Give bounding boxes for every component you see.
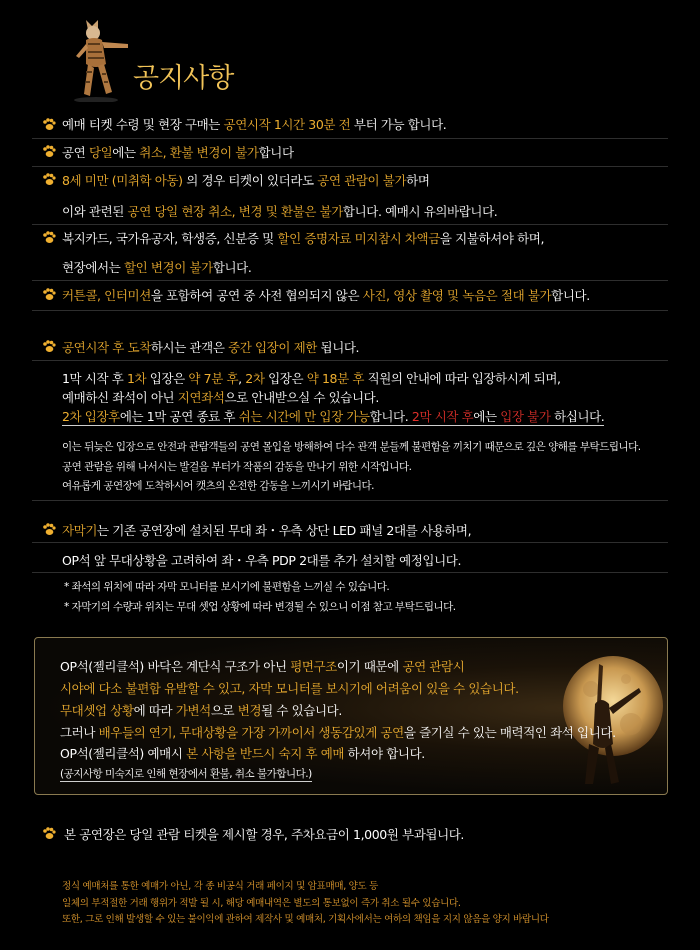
- text: 으로 안내받으실 수 있습니다.: [224, 390, 379, 405]
- warning: 입장 불가: [500, 409, 551, 424]
- footer-line-1: 정식 예매처를 통한 예매가 아닌, 각 종 비공식 거래 페이지 및 암표매매, 양도 등: [62, 881, 378, 892]
- text: 합니다.: [551, 288, 590, 303]
- text: 을 포함하여 공연 중 사전 협의되지 않은: [150, 288, 363, 303]
- notice-parking: 본 공연장은 당일 관람 티켓을 제시할 경우, 주차요금이 1,000원 부과됩니다.: [64, 827, 464, 842]
- text: 됩니다.: [316, 340, 360, 355]
- text: 공연: [62, 145, 89, 160]
- op-line-6: [60, 766, 312, 781]
- page-title: 공지사항: [133, 63, 234, 94]
- moon-performer-image: [551, 644, 667, 790]
- text: 하십니다.: [550, 409, 605, 424]
- highlight: 중간 입장이 제한: [228, 340, 317, 355]
- highlight: 변경: [237, 703, 262, 718]
- text: 1막 시작 후: [62, 371, 127, 386]
- text: 현장에서는: [62, 260, 124, 275]
- late-entry-note-2: 공연 관람을 위해 나서시는 발걸음 부터가 작품의 감동을 만나기 위한 시작입니다.: [62, 461, 412, 473]
- text: 합니다.: [369, 409, 412, 424]
- divider: [32, 360, 668, 361]
- text: 이와 관련된: [62, 204, 128, 219]
- highlight: 당일: [88, 145, 113, 160]
- divider: [32, 166, 668, 167]
- subtitle-note-2: * 자막기의 수량과 위치는 무대 셋업 상황에 따라 변경될 수 있으니 이점 참고 부탁드립니다.: [64, 601, 456, 613]
- paw-icon: [42, 118, 56, 131]
- notice-age-limit: [62, 171, 430, 189]
- divider: [32, 138, 668, 139]
- highlight: 할인 증명자료 미지참시 차액금: [277, 231, 440, 246]
- text: 에는: [473, 409, 501, 424]
- highlight: 공연 관람이 불가: [317, 173, 407, 188]
- subtitle-note-1: * 좌석의 위치에 따라 자막 모니터를 보시기에 불편함을 느끼실 수 있습니다.: [64, 581, 390, 593]
- late-entry-note-3: 여유롭게 공연장에 도착하시어 캣츠의 온전한 감동을 느끼시기 바랍니다.: [62, 480, 374, 492]
- text: 될 수 있습니다.: [261, 703, 342, 718]
- highlight: 2차: [245, 371, 265, 386]
- highlight: 2차 입장후: [62, 409, 120, 424]
- text: ,: [238, 371, 246, 386]
- divider: [32, 280, 668, 281]
- text: 는 기존 공연장에 설치된 무대 좌・우측 상단 LED 패널 2대를 사용하며,: [97, 523, 472, 538]
- highlight: 약 18분 후: [306, 371, 364, 386]
- op-line-1: [60, 657, 464, 675]
- paw-icon: [42, 827, 56, 840]
- highlight: 무대셋업 상황: [60, 703, 134, 718]
- paw-icon: [42, 145, 56, 158]
- text: 으로: [210, 703, 238, 718]
- op-line-2: 시야에 다소 불편함 유발할 수 있고, 자막 모니터를 보시기에 어려움이 있을 수 있습니다.: [60, 681, 519, 696]
- text: 그러나: [60, 725, 99, 740]
- text: 합니다. 예매시 유의바랍니다.: [342, 204, 498, 219]
- text: 합니다: [258, 145, 294, 160]
- text: 입장은: [146, 371, 189, 386]
- notice-ticket-pickup: [62, 115, 446, 133]
- op-line-3: [60, 701, 342, 719]
- notice-discount: [62, 229, 544, 247]
- notice-subtitle-device: [62, 521, 471, 539]
- late-entry-line-3: [62, 407, 604, 425]
- notice-discount-detail: [62, 258, 251, 276]
- late-entry-line-2: [62, 388, 379, 406]
- text: 하며: [406, 173, 430, 188]
- text: OP석(젤리클석) 바닥은 계단식 구조가 아닌: [60, 659, 291, 674]
- highlight: 쉬는 시간에 만 입장 가능: [238, 409, 370, 424]
- text: 에는: [112, 145, 140, 160]
- op-line-4: [60, 723, 616, 741]
- op-line-5: [60, 744, 425, 762]
- highlight: 공연 관람시: [402, 659, 465, 674]
- text: 의 경우 티켓이 있더라도: [182, 173, 318, 188]
- highlight: 1차: [126, 371, 147, 386]
- paw-icon: [42, 288, 56, 301]
- divider: [32, 542, 668, 543]
- highlight: 본 사항을 반드시 숙지 후 예매: [186, 746, 345, 761]
- highlight: 할인 변경이 불가: [123, 260, 213, 275]
- text: 을 지불하셔야 하며,: [439, 231, 545, 246]
- warning: 2막 시작 후: [411, 409, 474, 424]
- highlight: 약 7분 후: [188, 371, 239, 386]
- highlight: 공연시작 1시간 30분 전: [223, 117, 351, 132]
- text: OP석(젤리클석) 예매시: [60, 746, 187, 761]
- text: 에는 1막 공연 종료 후: [119, 409, 239, 424]
- text: 합니다.: [212, 260, 252, 275]
- highlight: 커튼콜, 인터미션: [62, 288, 151, 303]
- late-entry-note-1: 이는 뒤늦은 입장으로 안전과 관람객들의 공연 몰입을 방해하여 다수 관객 분들께 불편함을 끼치기 때문으로 깊은 양해를 부탁드립니다.: [62, 441, 641, 453]
- text: 예매하신 좌석이 아닌: [62, 390, 178, 405]
- text: 이기 때문에: [336, 659, 403, 674]
- subtitle-line-2: OP석 앞 무대상황을 고려하여 좌・우측 PDP 2대를 추가 설치할 예정입니다.: [62, 553, 462, 568]
- divider: [32, 310, 668, 311]
- highlight: 8세 미만 (미취학 아동): [62, 173, 183, 188]
- highlight: 공연시작 후 도착: [62, 340, 151, 355]
- paw-icon: [42, 340, 56, 353]
- cat-dancer-figure: [66, 14, 136, 102]
- notice-late-entry: [62, 338, 359, 356]
- notice-age-limit-detail: [62, 202, 497, 220]
- text: 에 따라: [133, 703, 176, 718]
- highlight: 사진, 영상 촬영 및 녹음은 절대 불가: [362, 288, 552, 303]
- highlight: 자막기: [62, 523, 98, 538]
- highlight: 지연좌석: [177, 390, 225, 405]
- text: 복지카드, 국가유공자, 학생증, 신분증 및: [62, 231, 278, 246]
- divider: [32, 224, 668, 225]
- text: 하시는 관객은: [150, 340, 229, 355]
- notice-no-recording: [62, 286, 590, 304]
- highlight: 가변석: [175, 703, 211, 718]
- highlight: 평면구조: [290, 659, 337, 674]
- divider: [32, 572, 668, 573]
- text: 하셔야 합니다.: [344, 746, 425, 761]
- footer-line-3: 또한, 그로 인해 발생할 수 있는 불이익에 관하여 제작사 및 예매처, 기획사에서는 여하의 책임을 지지 않음을 양지 바랍니다: [62, 914, 549, 925]
- paw-icon: [42, 231, 56, 244]
- text: 을 즐기실 수 있는 매력적인 좌석 입니다.: [403, 725, 616, 740]
- paw-icon: [42, 173, 56, 186]
- highlight: 공연 당일 현장 취소, 변경 및 환불은 불가: [127, 204, 343, 219]
- highlight: 취소, 환불 변경이 불가: [139, 145, 259, 160]
- footer-line-2: 일체의 부적절한 거래 행위가 적발 될 시, 해당 예매내역은 별도의 통보없이 즉가 취소 될수 있습니다.: [62, 898, 461, 909]
- text: (공지사항 미숙지로 인해 현장에서 환불, 취소 불가합니다.): [60, 768, 312, 780]
- notice-same-day: [62, 143, 294, 161]
- late-entry-line-1: [62, 369, 561, 387]
- paw-icon: [42, 523, 56, 536]
- text: 입장은: [264, 371, 307, 386]
- text: 직원의 안내에 따라 입장하시게 되며,: [364, 371, 561, 386]
- divider: [32, 500, 668, 501]
- op-seat-notice-box: [34, 637, 668, 795]
- text: 예매 티켓 수령 및 현장 구매는: [62, 117, 224, 132]
- text: 부터 가능 합니다.: [350, 117, 447, 132]
- highlight: 배우들의 연기, 무대상황을 가장 가까이서 생동감있게 공연: [98, 725, 404, 740]
